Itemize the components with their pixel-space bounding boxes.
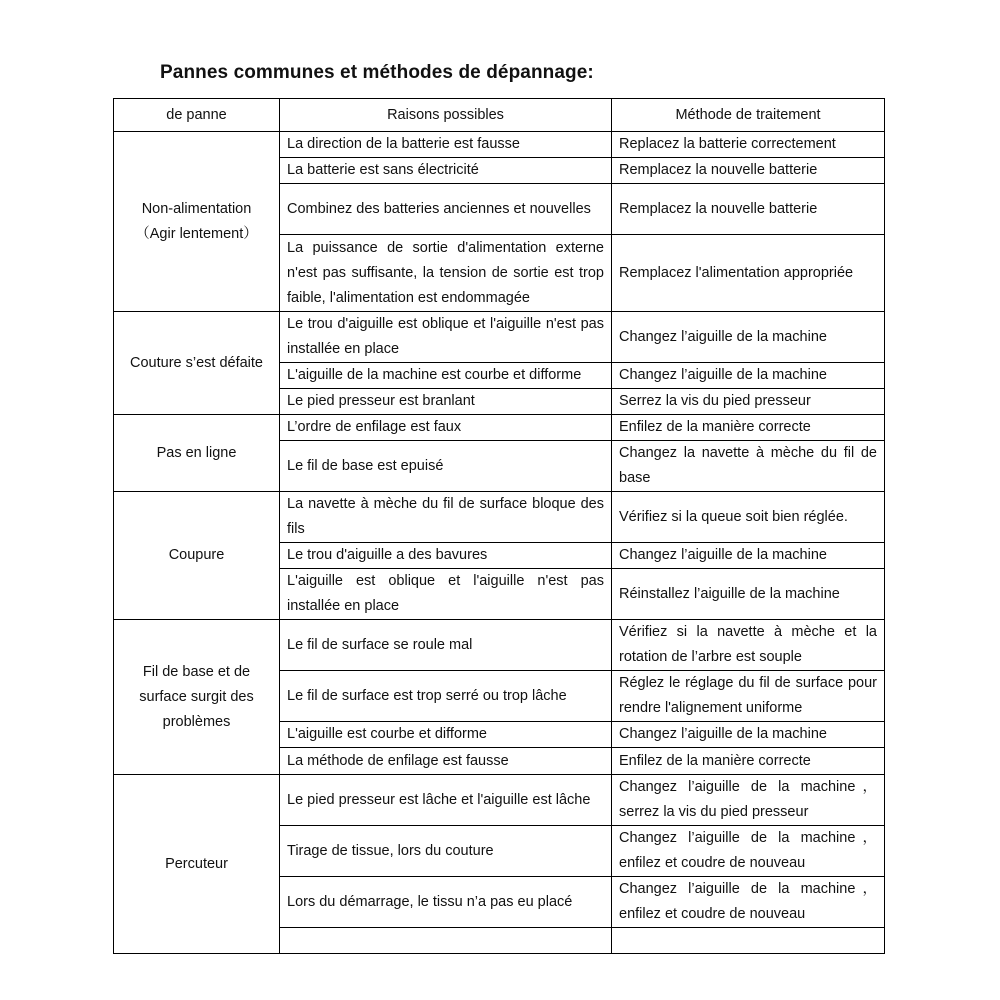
cause-cell: L’ordre de enfilage est faux bbox=[280, 415, 612, 441]
cause-cell: L'aiguille de la machine est courbe et difforme bbox=[280, 363, 612, 389]
remedy-cell: Changez l’aiguille de la machine bbox=[612, 312, 885, 363]
header-fault: de panne bbox=[114, 99, 280, 132]
cause-cell: Lors du démarrage, le tissu n’a pas eu placé bbox=[280, 877, 612, 928]
table-row bbox=[114, 415, 885, 441]
table-header-row bbox=[114, 99, 885, 132]
cause-cell: L'aiguille est courbe et difforme bbox=[280, 722, 612, 748]
remedy-cell: Vérifiez si la navette à mèche et la rotation de l’arbre est souple bbox=[612, 620, 885, 671]
cause-cell: Le fil de surface est trop serré ou trop lâche bbox=[280, 671, 612, 722]
cause-cell bbox=[280, 928, 612, 954]
remedy-cell: Remplacez la nouvelle batterie bbox=[612, 184, 885, 235]
remedy-cell: Réglez le réglage du fil de surface pour rendre l'alignement uniforme bbox=[612, 671, 885, 722]
remedy-cell: Changez l’aiguille de la machine，serrez la vis du pied presseur bbox=[612, 775, 885, 826]
remedy-cell: Changez l’aiguille de la machine bbox=[612, 363, 885, 389]
cause-cell: Le fil de surface se roule mal bbox=[280, 620, 612, 671]
table-row bbox=[114, 620, 885, 671]
table-row bbox=[114, 312, 885, 363]
remedy-cell: Réinstallez l’aiguille de la machine bbox=[612, 569, 885, 620]
cause-cell: Le trou d'aiguille a des bavures bbox=[280, 543, 612, 569]
fault-cell: Fil de base et de surface surgit des problèmes bbox=[114, 620, 280, 775]
cause-cell: La méthode de enfilage est fausse bbox=[280, 748, 612, 775]
document-title: Pannes communes et méthodes de dépannage: bbox=[160, 62, 594, 83]
cause-cell: Le pied presseur est lâche et l'aiguille est lâche bbox=[280, 775, 612, 826]
remedy-cell: Changez l’aiguille de la machine，enfilez et coudre de nouveau bbox=[612, 826, 885, 877]
remedy-cell bbox=[612, 928, 885, 954]
cause-cell: Le fil de base est epuisé bbox=[280, 441, 612, 492]
fault-cell: Pas en ligne bbox=[114, 415, 280, 492]
remedy-cell: Changez l’aiguille de la machine bbox=[612, 543, 885, 569]
cause-cell: La direction de la batterie est fausse bbox=[280, 132, 612, 158]
header-method: Méthode de traitement bbox=[612, 99, 885, 132]
troubleshooting-table bbox=[113, 98, 885, 954]
cause-cell: La puissance de sortie d'alimentation externe n'est pas suffisante, la tension de sortie est trop faible, l'alimentation est endommagée bbox=[280, 235, 612, 312]
remedy-cell: Enfilez de la manière correcte bbox=[612, 415, 885, 441]
remedy-cell: Serrez la vis du pied presseur bbox=[612, 389, 885, 415]
cause-cell: Tirage de tissue, lors du couture bbox=[280, 826, 612, 877]
fault-cell: Coupure bbox=[114, 492, 280, 620]
fault-cell: Non-alimentation （Agir lentement） bbox=[114, 132, 280, 312]
remedy-cell: Changez l’aiguille de la machine，enfilez et coudre de nouveau bbox=[612, 877, 885, 928]
header-causes: Raisons possibles bbox=[280, 99, 612, 132]
remedy-cell: Changez l’aiguille de la machine bbox=[612, 722, 885, 748]
cause-cell: L'aiguille est oblique et l'aiguille n'est pas installée en place bbox=[280, 569, 612, 620]
cause-cell: La batterie est sans électricité bbox=[280, 158, 612, 184]
table-row bbox=[114, 492, 885, 543]
remedy-cell: Enfilez de la manière correcte bbox=[612, 748, 885, 775]
cause-cell: Le pied presseur est branlant bbox=[280, 389, 612, 415]
fault-cell: Percuteur bbox=[114, 775, 280, 954]
remedy-cell: Remplacez l'alimentation appropriée bbox=[612, 235, 885, 312]
cause-cell: La navette à mèche du fil de surface bloque des fils bbox=[280, 492, 612, 543]
cause-cell: Combinez des batteries anciennes et nouvelles bbox=[280, 184, 612, 235]
remedy-cell: Vérifiez si la queue soit bien réglée. bbox=[612, 492, 885, 543]
table-row bbox=[114, 132, 885, 158]
remedy-cell: Replacez la batterie correctement bbox=[612, 132, 885, 158]
table-row bbox=[114, 775, 885, 826]
remedy-cell: Changez la navette à mèche du fil de base bbox=[612, 441, 885, 492]
remedy-cell: Remplacez la nouvelle batterie bbox=[612, 158, 885, 184]
cause-cell: Le trou d'aiguille est oblique et l'aiguille n'est pas installée en place bbox=[280, 312, 612, 363]
fault-cell: Couture s’est défaite bbox=[114, 312, 280, 415]
